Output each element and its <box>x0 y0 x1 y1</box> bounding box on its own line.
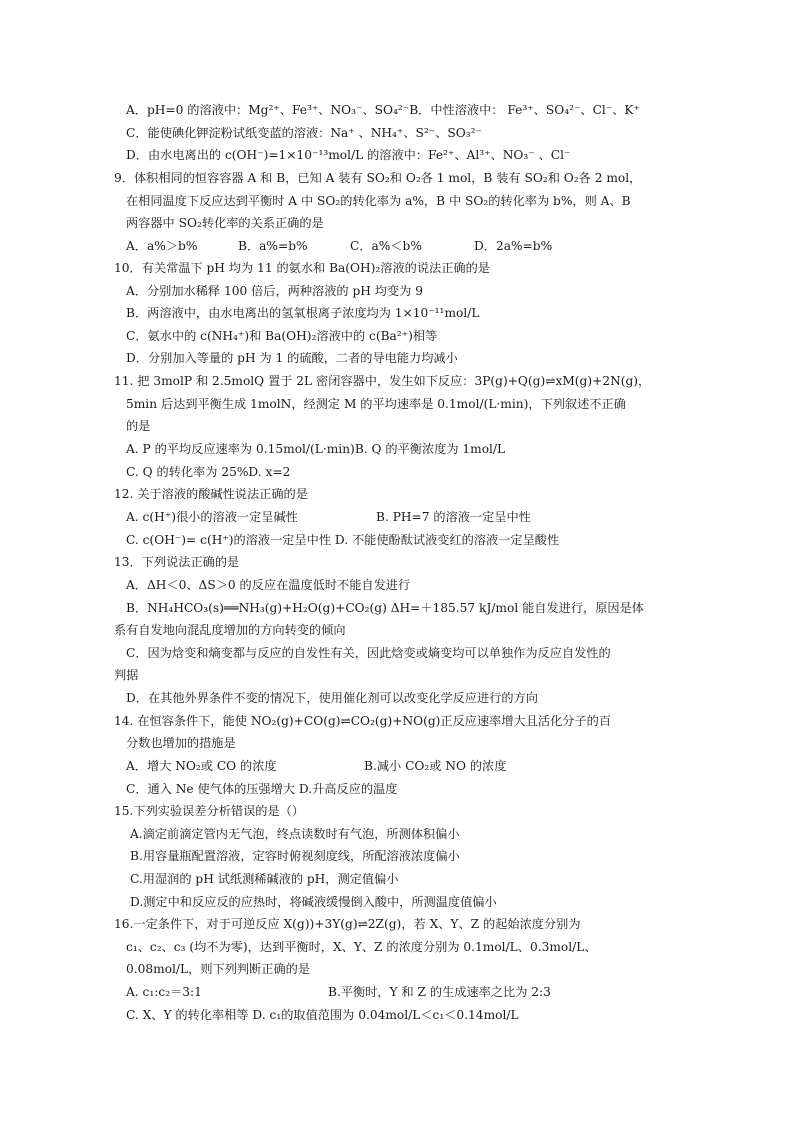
q11-stem-line1: 11. 把 3molP 和 2.5molQ 置于 2L 密闭容器中，发生如下反应：3P(g)+Q(g)⇌xM(g)+2N(g)， <box>114 374 651 388</box>
q14-option-b: B.减小 CO₂或 NO 的浓度 <box>364 759 507 773</box>
q13-stem: 13．下列说法正确的是 <box>114 555 240 569</box>
q14-option-a: A．增大 NO₂或 CO 的浓度 <box>126 759 277 773</box>
q12-option-b: B. PH=7 的溶液一定呈中性 <box>376 510 531 524</box>
q16-option-ab <box>126 983 551 1001</box>
q10-option-c: C．氨水中的 c(NH₄⁺)和 Ba(OH)₂溶液中的 c(Ba²⁺)相等 <box>126 329 438 343</box>
q8-option-d: D．由水电离出的 c(OH⁻)=1×10⁻¹³mol/L 的溶液中：Fe²⁺、Al³⁺、NO₃⁻ 、Cl⁻ <box>126 148 571 162</box>
q9-option-d: D．2a%=b% <box>474 239 553 253</box>
q16-option-cd: C. X、Y 的转化率相等 D. c₁的取值范围为 0.04mol/L＜c₁＜0.14mol/L <box>126 1008 519 1022</box>
q9-stem-line1: 9．体积相同的恒容容器 A 和 B，已知 A 装有 SO₂和 O₂各 1 mol，B 装有 SO₂和 O₂各 2 mol， <box>114 171 642 185</box>
q14-stem-line2: 分数也增加的措施是 <box>126 736 236 750</box>
q10-option-a: A．分别加水稀释 100 倍后，两种溶液的 pH 均变为 9 <box>126 284 423 298</box>
q16-option-b: B.平衡时，Y 和 Z 的生成速率之比为 2:3 <box>328 985 551 999</box>
q13-option-b-line1: B．NH₄HCO₃(s)══NH₃(g)+H₂O(g)+CO₂(g) ΔH=＋185.57 kJ/mol 能自发进行，原因是体 <box>126 601 644 615</box>
q13-option-b-line2: 系有自发地向混乱度增加的方向转变的倾向 <box>114 623 346 637</box>
q11-option-cd: C. Q 的转化率为 25%D. x=2 <box>126 465 291 479</box>
q14-option-ab <box>126 757 506 775</box>
q13-option-c-line2: 判据 <box>114 668 139 682</box>
q10-option-d: D．分别加入等量的 pH 为 1 的硫酸，二者的导电能力均减小 <box>126 351 458 365</box>
q11-option-ab: A. P 的平均反应速率为 0.15mol/(L·min)B. Q 的平衡浓度为 1mol/L <box>126 442 506 456</box>
q8-option-ab: A．pH=0 的溶液中：Mg²⁺、Fe³⁺、NO₃⁻、SO₄²⁻B．中性溶液中： Fe³⁺、SO₄²⁻、Cl⁻、K⁺ <box>126 103 640 117</box>
q13-option-d: D．在其他外界条件不变的情况下，使用催化剂可以改变化学反应进行的方向 <box>126 691 538 705</box>
q15-option-b: B.用容量瓶配置溶液，定容时俯视刻度线，所配溶液浓度偏小 <box>130 849 460 863</box>
q12-option-ab <box>126 508 531 526</box>
q8-option-c: C．能使碘化钾淀粉试纸变蓝的溶液：Na⁺ 、NH₄⁺、S²⁻、SO₃²⁻ <box>126 126 482 140</box>
q9-option-a: A．a%＞b% <box>126 239 198 253</box>
q16-stem-line3: 0.08mol/L，则下列判断正确的是 <box>126 962 311 976</box>
q9-option-b: B．a%=b% <box>238 239 308 253</box>
q15-option-a: A.滴定前滴定管内无气泡，终点读数时有气泡，所测体积偏小 <box>130 827 460 841</box>
q15-option-d: D.测定中和反应反的应热时，将碱液缓慢倒入酸中，所测温度值偏小 <box>130 895 497 909</box>
q14-stem-line1: 14. 在恒容条件下，能使 NO₂(g)+CO(g)⇌CO₂(g)+NO(g)正反应速率增大且活化分子的百 <box>114 714 612 728</box>
q12-option-cd: C. c(OH⁻)= c(H⁺)的溶液一定呈中性 D. 不能使酚酞试液变红的溶液一定呈酸性 <box>126 533 560 547</box>
q16-stem-line1: 16.一定条件下，对于可逆反应 X(g))+3Y(g)⇌2Z(g)，若 X、Y、Z 的起始浓度分别为 <box>114 917 581 931</box>
q16-option-a: A. c₁:c₂＝3:1 <box>126 985 202 999</box>
q13-option-a: A．ΔH＜0、ΔS＞0 的反应在温度低时不能自发进行 <box>126 578 411 592</box>
q9-stem-line3: 两容器中 SO₂转化率的关系正确的是 <box>126 216 324 230</box>
q9-options <box>126 237 552 255</box>
q9-option-c: C．a%＜b% <box>350 239 422 253</box>
q15-option-c: C.用湿润的 pH 试纸测稀碱液的 pH，测定值偏小 <box>130 872 399 886</box>
q16-stem-line2: c₁、c₂、c₃ (均不为零)，达到平衡时，X、Y、Z 的浓度分别为 0.1mol/L、0.3mol/L、 <box>126 940 597 954</box>
q13-option-c-line1: C．因为焓变和熵变都与反应的自发性有关，因此焓变或熵变均可以单独作为反应自发性的 <box>126 646 611 660</box>
q12-stem: 12. 关于溶液的酸碱性说法正确的是 <box>114 487 308 501</box>
q11-stem-line3: 的是 <box>126 419 151 433</box>
q15-stem: 15.下列实验误差分析错误的是（） <box>114 804 305 818</box>
q11-stem-line2: 5min 后达到平衡生成 1molN，经测定 M 的平均速率是 0.1mol/(L·min)，下列叙述不正确 <box>126 397 626 411</box>
q10-stem: 10．有关常温下 pH 均为 11 的氨水和 Ba(OH)₂溶液的说法正确的是 <box>114 261 490 275</box>
q10-option-b: B．两溶液中，由水电离出的氢氧根离子浓度均为 1×10⁻¹¹mol/L <box>126 306 480 320</box>
q9-stem-line2: 在相同温度下反应达到平衡时 A 中 SO₂的转化率为 a%，B 中 SO₂的转化率为 b%，则 A、B <box>126 194 631 208</box>
q12-option-a: A. c(H⁺)很小的溶液一定呈碱性 <box>126 510 298 524</box>
q14-option-cd: C．通入 Ne 使气体的压强增大 D.升高反应的温度 <box>126 782 398 796</box>
